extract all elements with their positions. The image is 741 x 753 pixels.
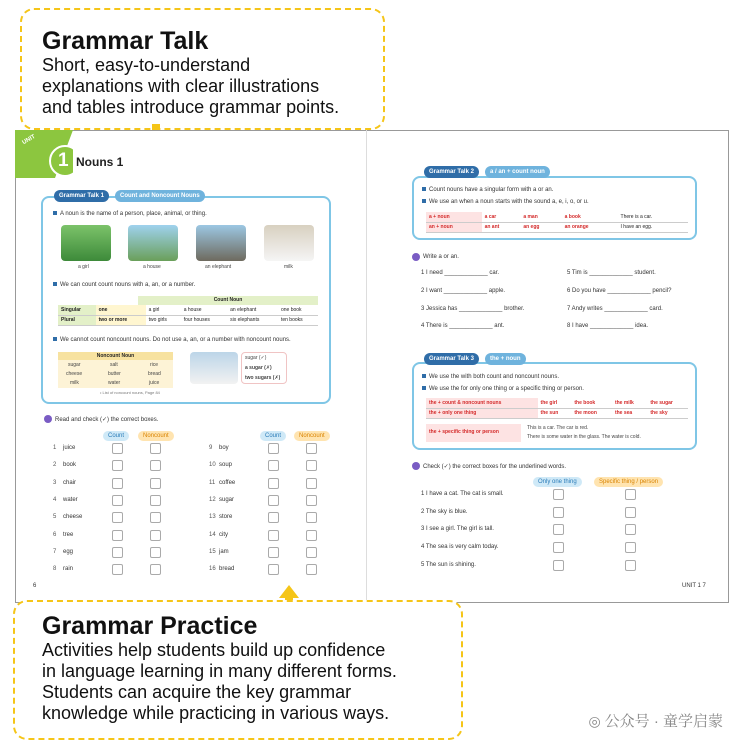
- exercise-a-icon: [44, 415, 52, 423]
- table-cell: the book: [571, 398, 612, 408]
- table-cell: a + noun: [426, 212, 482, 222]
- footnote: • List of noncount nouns, Page 84: [100, 390, 160, 395]
- table-cell: the sugar: [647, 398, 688, 408]
- grammar-practice-title: Grammar Practice: [42, 612, 258, 640]
- grammar-talk-line-1: Short, easy-to-understand: [42, 55, 251, 75]
- item-word: jam: [219, 548, 229, 555]
- noncount-item: butter: [108, 371, 121, 377]
- table-cell: the moon: [571, 408, 612, 418]
- specific-checkbox[interactable]: [625, 542, 636, 553]
- item-number: 12: [209, 496, 216, 503]
- grammar-talk-3-tab: Grammar Talk 3: [424, 353, 479, 365]
- gt3-line-2: We use the for only one thing or a specific thing or person.: [422, 386, 584, 392]
- table-cell: the girl: [538, 398, 572, 408]
- watermark: [589, 710, 723, 731]
- exercise-b-instruction: Write a or an.: [423, 254, 459, 260]
- exercise-b-icon: [412, 253, 420, 261]
- count-checkbox[interactable]: [112, 512, 123, 523]
- exercise-b-item: 7 Andy writes _____________ card.: [567, 306, 663, 312]
- sugar-example: two sugars (✗): [245, 375, 281, 381]
- grammar-talk-line-2: explanations with clear illustrations: [42, 76, 320, 96]
- table-cell: the milk: [612, 398, 647, 408]
- item-word: soup: [219, 462, 233, 469]
- table-cell: a book: [562, 212, 618, 222]
- item-word: egg: [63, 548, 74, 555]
- count-checkbox[interactable]: [112, 460, 123, 471]
- count-checkbox[interactable]: [112, 564, 123, 575]
- milk-picture: [264, 225, 314, 261]
- table-row: [426, 212, 688, 222]
- table-row: [426, 222, 688, 232]
- item-word: coffee: [219, 479, 236, 486]
- unit-label: UNIT: [21, 133, 37, 147]
- gt3-specific-text: There is some water in the glass. The water is cold.: [527, 434, 641, 440]
- noncount-checkbox[interactable]: [306, 478, 317, 489]
- only-one-checkbox[interactable]: [553, 507, 564, 518]
- gt1-line-1: A noun is the name of a person, place, animal, or thing.: [53, 211, 207, 217]
- noncount-checkbox[interactable]: [306, 460, 317, 471]
- sugar-example: sugar (✓): [245, 355, 267, 361]
- grammar-practice-line-4: knowledge while practicing in various ways.: [42, 703, 390, 723]
- table-cell: six elephants: [227, 315, 278, 325]
- count-checkbox[interactable]: [268, 512, 279, 523]
- caption-girl: a girl: [78, 264, 89, 270]
- exercise-b-item: 1 I need _____________ car.: [421, 270, 500, 276]
- exercise-b-item: 6 Do you have _____________ pencil?: [567, 288, 672, 294]
- item-number: 2: [53, 462, 57, 469]
- item-word: juice: [63, 445, 76, 451]
- noncount-checkbox[interactable]: [306, 547, 317, 558]
- item-number: 14: [209, 531, 216, 538]
- exercise-c-item: 3 I see a girl. The girl is tall.: [421, 526, 494, 533]
- item-number: 9: [209, 445, 213, 451]
- count-checkbox[interactable]: [112, 495, 123, 506]
- only-one-checkbox[interactable]: [553, 542, 564, 553]
- noncount-item: salt: [110, 362, 118, 368]
- noncount-item: juice: [149, 380, 160, 386]
- count-checkbox[interactable]: [112, 443, 123, 454]
- noncount-noun-header: Noncount Noun: [58, 352, 173, 360]
- count-checkbox[interactable]: [268, 495, 279, 506]
- exercise-c-icon: [412, 462, 420, 470]
- only-one-checkbox[interactable]: [553, 489, 564, 500]
- item-number: 15: [209, 548, 216, 555]
- col-noncount-label-2: Noncount: [294, 431, 330, 441]
- noncount-checkbox[interactable]: [150, 495, 161, 506]
- unit-title: Nouns 1: [76, 155, 124, 169]
- page-number-right: UNIT 1 7: [682, 583, 706, 589]
- noncount-item: cheese: [66, 371, 83, 377]
- gt3-specific-text: This is a car. The car is red.: [527, 425, 589, 431]
- girl-picture: [61, 225, 111, 261]
- table-cell: Plural: [58, 315, 96, 325]
- count-checkbox[interactable]: [268, 443, 279, 454]
- grammar-talk-title: Grammar Talk: [42, 27, 209, 55]
- noncount-checkbox[interactable]: [150, 564, 161, 575]
- exercise-c-instruction: Check (✓) the correct boxes for the underlined words.: [423, 464, 567, 470]
- col-count-label-2: Count: [260, 431, 286, 441]
- watermark-text: 公众号 · 童学启蒙: [604, 713, 723, 730]
- item-word: bread: [219, 566, 235, 573]
- exercise-b-item: 5 Tim is _____________ student.: [567, 270, 656, 276]
- noncount-checkbox[interactable]: [306, 564, 317, 575]
- item-number: 1: [53, 445, 57, 451]
- item-number: 5: [53, 514, 57, 521]
- col-specific-label: Specific thing / person: [594, 477, 663, 487]
- gt3-table: [426, 398, 688, 419]
- only-one-checkbox[interactable]: [553, 524, 564, 535]
- col-noncount-label: Noncount: [138, 431, 174, 441]
- noncount-item: rice: [150, 362, 159, 368]
- noncount-item: water: [108, 380, 121, 386]
- table-cell: an elephant: [227, 305, 278, 315]
- sugar-picture: [190, 352, 238, 384]
- grammar-talk-1-topic: Count and Noncount Nouns: [115, 190, 205, 202]
- item-word: city: [219, 531, 228, 538]
- page-divider: [366, 130, 367, 603]
- noncount-item: milk: [70, 380, 79, 386]
- gt1-line-2: We can count count nouns with a, an, or a number.: [53, 282, 195, 288]
- count-checkbox[interactable]: [112, 478, 123, 489]
- count-checkbox[interactable]: [268, 530, 279, 541]
- gt2-table: [426, 212, 688, 233]
- table-cell: an + noun: [426, 222, 482, 232]
- house-picture: [128, 225, 178, 261]
- exercise-c-item: 4 The sea is very calm today.: [421, 544, 499, 551]
- unit-number: 1: [58, 150, 69, 171]
- col-only-one-label: Only one thing: [533, 477, 582, 487]
- gt3-specific-label: the + specific thing or person: [426, 424, 521, 442]
- table-cell: There is a car.: [618, 212, 688, 222]
- item-word: cheese: [63, 514, 83, 521]
- count-checkbox[interactable]: [268, 547, 279, 558]
- gt1-line-3: We cannot count noncount nouns. Do not use a, an, or a number with noncount nouns.: [53, 337, 323, 343]
- exercise-c-item: 2 The sky is blue.: [421, 508, 468, 515]
- table-row: [58, 305, 318, 315]
- item-word: water: [63, 496, 78, 503]
- grammar-talk-line-3: and tables introduce grammar points.: [42, 97, 340, 117]
- item-number: 16: [209, 566, 216, 573]
- noncount-checkbox[interactable]: [306, 495, 317, 506]
- table-cell: the sky: [647, 408, 688, 418]
- table-cell: one book: [278, 305, 318, 315]
- specific-checkbox[interactable]: [625, 507, 636, 518]
- specific-checkbox[interactable]: [625, 560, 636, 571]
- item-word: boy: [219, 445, 229, 451]
- item-number: 11: [209, 479, 216, 486]
- table-cell: two or more: [96, 315, 146, 325]
- table-cell: I have an egg.: [618, 222, 688, 232]
- item-number: 3: [53, 479, 57, 486]
- table-cell: an ant: [482, 222, 521, 232]
- grammar-talk-2-topic: a / an + count noun: [485, 166, 550, 178]
- item-word: chair: [63, 479, 77, 486]
- table-cell: one: [96, 305, 146, 315]
- noncount-checkbox[interactable]: [150, 547, 161, 558]
- noncount-checkbox[interactable]: [150, 512, 161, 523]
- noncount-checkbox[interactable]: [306, 512, 317, 523]
- noncount-checkbox[interactable]: [306, 443, 317, 454]
- item-number: 4: [53, 496, 57, 503]
- caption-house: a house: [143, 264, 161, 270]
- exercise-b-item: 3 Jessica has _____________ brother.: [421, 306, 525, 312]
- count-checkbox[interactable]: [268, 564, 279, 575]
- noncount-item: sugar: [68, 362, 81, 368]
- grammar-practice-line-3: Students can acquire the key grammar: [42, 682, 352, 702]
- noncount-checkbox[interactable]: [150, 443, 161, 454]
- table-cell: an egg: [520, 222, 561, 232]
- item-word: store: [219, 514, 233, 521]
- elephant-picture: [196, 225, 246, 261]
- exercise-a-instruction: Read and check (✓) the correct boxes.: [55, 417, 159, 423]
- page-number-left: 6: [33, 583, 37, 589]
- grammar-talk-2-tab: Grammar Talk 2: [424, 166, 479, 178]
- specific-checkbox[interactable]: [625, 524, 636, 535]
- count-noun-table: [58, 305, 318, 326]
- table-cell: the + count & noncount nouns: [426, 398, 538, 408]
- col-count-label: Count: [103, 431, 129, 441]
- only-one-checkbox[interactable]: [553, 560, 564, 571]
- table-row: [58, 315, 318, 325]
- specific-checkbox[interactable]: [625, 489, 636, 500]
- noncount-checkbox[interactable]: [150, 530, 161, 541]
- table-cell: an orange: [562, 222, 618, 232]
- count-checkbox[interactable]: [268, 478, 279, 489]
- noncount-checkbox[interactable]: [306, 530, 317, 541]
- count-checkbox[interactable]: [268, 460, 279, 471]
- noncount-item: bread: [148, 371, 161, 377]
- table-cell: a house: [181, 305, 227, 315]
- sugar-example: a sugar (✗): [245, 365, 272, 371]
- caption-milk: milk: [284, 264, 293, 270]
- table-cell: the + only one thing: [426, 408, 538, 418]
- table-cell: two girls: [146, 315, 181, 325]
- table-cell: ten books: [278, 315, 318, 325]
- count-noun-header: Count Noun: [138, 296, 318, 305]
- gt2-line-1: Count nouns have a singular form with a or an.: [422, 187, 553, 193]
- exercise-b-item: 8 I have _____________ idea.: [567, 323, 649, 329]
- table-cell: the sun: [538, 408, 572, 418]
- gt2-line-2: We use an when a noun starts with the sound a, e, i, o, or u.: [422, 199, 589, 205]
- exercise-b-item: 2 I want _____________ apple.: [421, 288, 506, 294]
- count-checkbox[interactable]: [112, 530, 123, 541]
- wechat-icon: ◎: [588, 713, 605, 729]
- item-word: tree: [63, 531, 74, 538]
- table-row: [426, 398, 688, 408]
- noncount-checkbox[interactable]: [150, 478, 161, 489]
- exercise-c-item: 1 I have a cat. The cat is small.: [421, 491, 504, 497]
- item-word: sugar: [219, 496, 235, 503]
- count-checkbox[interactable]: [112, 547, 123, 558]
- table-cell: a car: [482, 212, 521, 222]
- table-cell: the sea: [612, 408, 647, 418]
- item-word: rain: [63, 566, 74, 573]
- table-cell: Singular: [58, 305, 96, 315]
- item-number: 8: [53, 566, 57, 573]
- caption-elephant: an elephant: [205, 264, 232, 270]
- gt3-line-1: We use the with both count and noncount nouns.: [422, 374, 559, 380]
- item-number: 10: [209, 462, 216, 469]
- noncount-checkbox[interactable]: [150, 460, 161, 471]
- exercise-b-item: 4 There is _____________ ant.: [421, 323, 505, 329]
- table-row: [426, 408, 688, 418]
- grammar-talk-3-topic: the + noun: [485, 353, 526, 365]
- grammar-talk-1-tab: Grammar Talk 1: [54, 190, 109, 202]
- grammar-practice-line-2: in language learning in many different forms.: [42, 661, 397, 681]
- item-number: 13: [209, 514, 216, 521]
- item-number: 6: [53, 531, 57, 538]
- table-cell: a girl: [146, 305, 181, 315]
- table-cell: a man: [520, 212, 561, 222]
- exercise-c-item: 5 The sun is shining.: [421, 561, 476, 568]
- table-cell: four houses: [181, 315, 227, 325]
- grammar-practice-line-1: Activities help students build up confidence: [42, 640, 386, 660]
- item-word: book: [63, 462, 77, 469]
- item-number: 7: [53, 548, 57, 555]
